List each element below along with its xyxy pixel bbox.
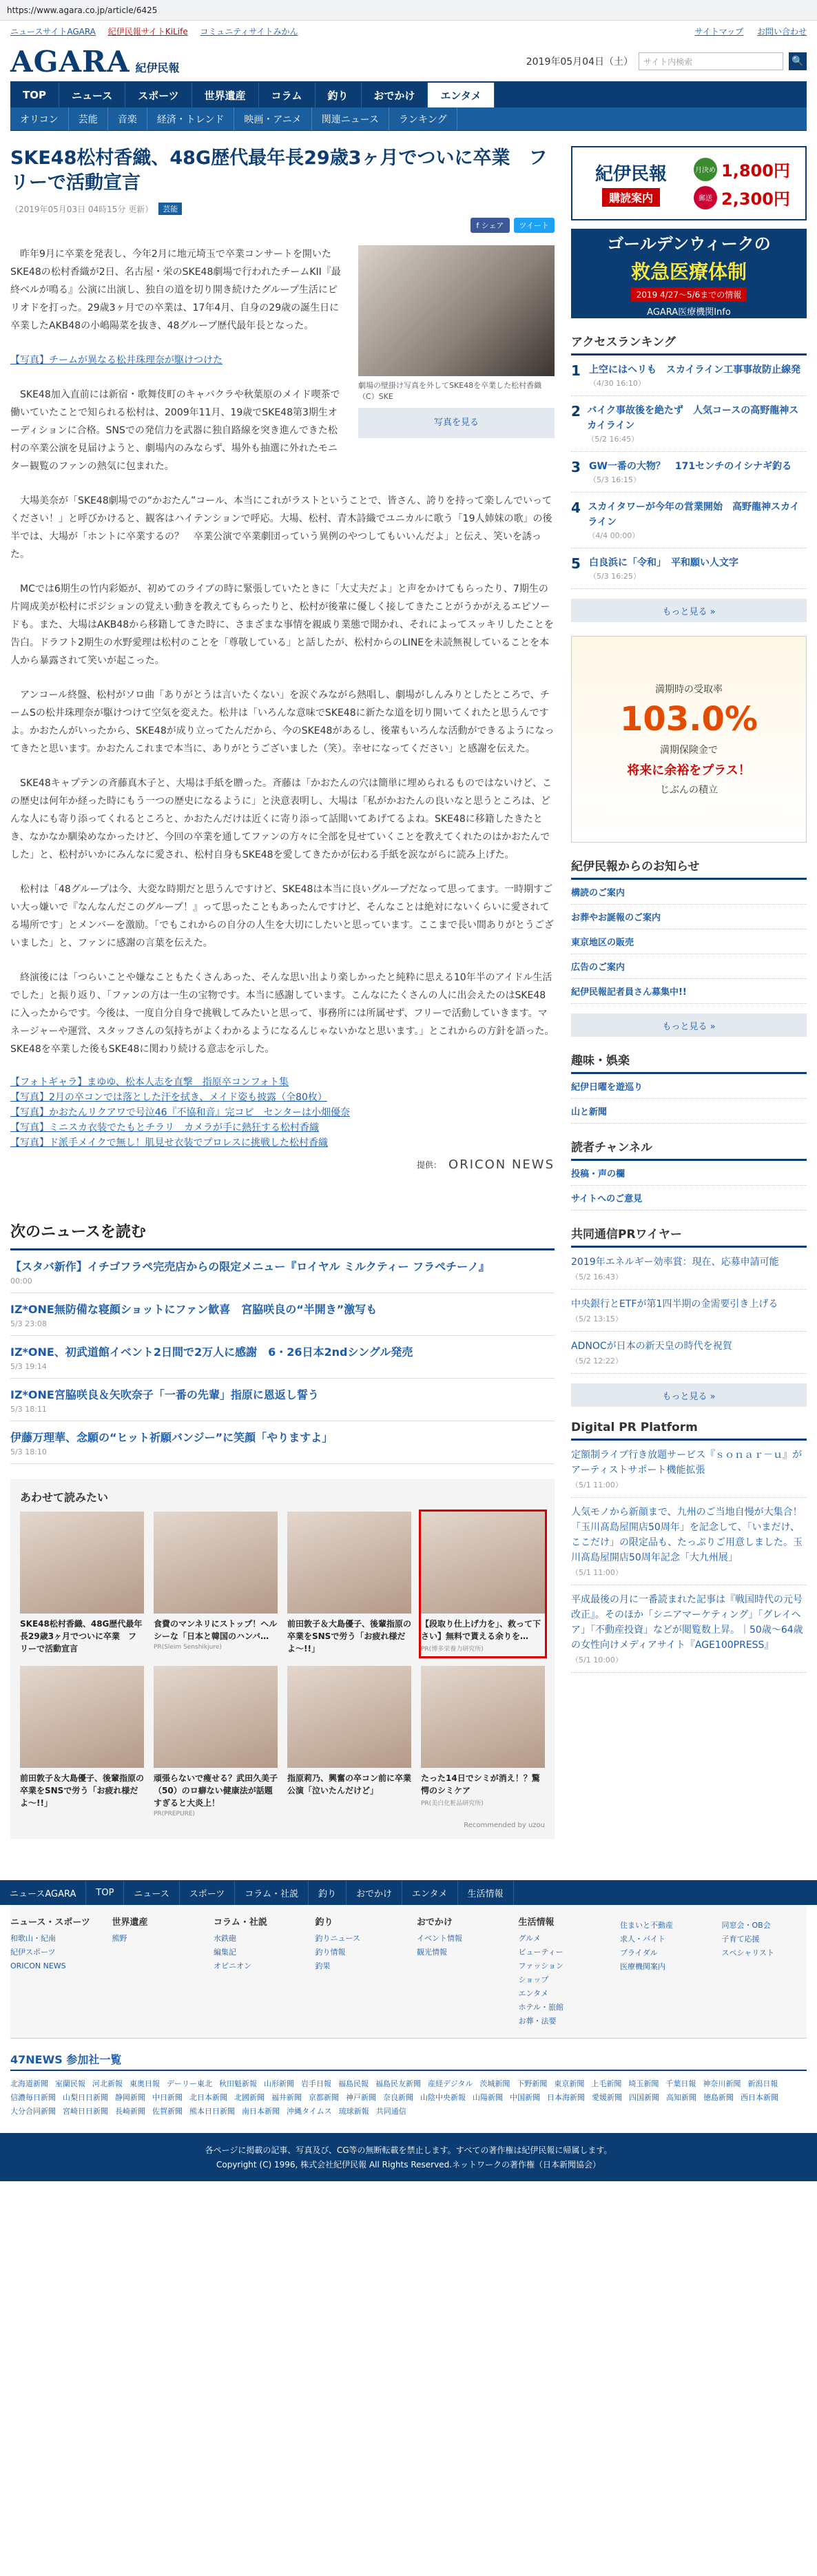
pr-title[interactable]: 人気モノから新顔まで、九州のご当地自慢が大集合！「玉川髙島屋開店50周年」を記念して、「いまだけ、ここだけ」の限定品も、たっぷりご用意しました。玉川髙島屋開店50周年記念「大九州展」 [571, 1507, 803, 1563]
search-icon[interactable]: 🔍 [789, 52, 807, 70]
pr-date: （5/1 10:00） [571, 1656, 623, 1665]
pr-title[interactable]: 2019年エネルギー効率賞：現在、応募申請可能 [571, 1257, 779, 1268]
pr-date: （5/1 11:00） [571, 1481, 623, 1490]
news47-link[interactable]: 下野新聞 [517, 2079, 548, 2088]
footer-link[interactable]: ORICON NEWS [10, 1961, 66, 1970]
ranking-item[interactable] [571, 396, 807, 452]
pr-item[interactable] [571, 1441, 807, 1498]
footer-link[interactable]: ファッション [518, 1961, 564, 1970]
footer-nav-item[interactable]: 釣り [309, 1880, 347, 1905]
ranking-number: 2 [571, 403, 581, 420]
news47-list [10, 2071, 807, 2123]
ranking-number: 4 [571, 499, 581, 516]
subnav-item[interactable]: ランキング [389, 107, 457, 130]
insurance-ad[interactable] [571, 636, 807, 843]
card-image[interactable] [421, 1512, 545, 1614]
info-link[interactable]: 紀伊民報記者員さん募集中!! [571, 979, 807, 1004]
subnav-item[interactable]: 映画・アニメ [234, 107, 311, 130]
provider [10, 1157, 555, 1172]
related-link[interactable]: 【フォトギャラ】まゆゆ、松本人志を直撃 指原卒コンフォト集 [10, 1077, 289, 1088]
info-link[interactable]: 構読のご案内 [571, 880, 807, 905]
news47-link[interactable]: 静岡新聞 [115, 2093, 145, 2102]
toplink-kilife[interactable]: 紀伊民報サイトKiLife [107, 26, 188, 37]
card-title[interactable]: たった14日でシミが消え！？驚愕のシミケア [421, 1773, 540, 1795]
article-photo [358, 245, 555, 438]
card-image[interactable] [154, 1512, 278, 1614]
footer-link[interactable]: エンタメ [518, 1989, 549, 1998]
subnav-item[interactable]: 経済・トレンド [147, 107, 235, 130]
ranking-item[interactable] [571, 548, 807, 589]
related-links [10, 1075, 555, 1151]
ranking-date: （5/3 16:25） [589, 572, 641, 581]
next-news-date: 5/3 18:10 [10, 1447, 47, 1456]
also-read-heading: あわせて読みたい [20, 1491, 109, 1504]
ranking-title[interactable]: バイク事故後を絶たず 人気コースの高野龍神スカイライン [587, 405, 799, 431]
news47-link[interactable]: 琉球新報 [338, 2107, 369, 2116]
next-news-date: 5/3 23:08 [10, 1319, 47, 1328]
pr-item[interactable] [571, 1248, 807, 1290]
footer-column-heading[interactable]: 生活情報 [518, 1917, 555, 1928]
related-link[interactable]: 【写真】2月の卒コンでは落とした汗を拭き、メイド姿も披露（全80枚） [10, 1092, 327, 1103]
view-photos-button[interactable]: 写真を見る [358, 408, 555, 438]
ad1-label: 購読案内 [602, 188, 660, 207]
related-link[interactable]: 【写真】ド派手メイクで無し！肌見せ衣装でプロレスに挑戦した松村香織 [10, 1137, 329, 1148]
info-link[interactable]: 東京地区の販売 [571, 929, 807, 954]
nav-item[interactable]: 世界遺産 [192, 83, 259, 107]
ranking-date: （4/4 00:00） [588, 531, 640, 540]
pr-heading: 共同通信PRワイヤー [571, 1220, 807, 1248]
news47-link[interactable]: 沖縄タイムス [287, 2107, 332, 2116]
sidebar [571, 146, 807, 1839]
footer-link[interactable]: ブライダル [620, 1948, 658, 1957]
top-links [10, 21, 807, 41]
ranking-item[interactable] [571, 452, 807, 493]
ad1-m1: 月決め [694, 158, 717, 181]
footer-column-heading[interactable]: コラム・社説 [214, 1917, 267, 1928]
footer-link[interactable]: 住まいと不動産 [620, 1921, 673, 1930]
news47-link[interactable]: 北海道新聞 [10, 2079, 48, 2088]
ad2-d: AGARA医療機関Info [647, 307, 731, 318]
news47-link[interactable]: 愛媛新聞 [592, 2093, 622, 2102]
copyright-1: 各ページに掲載の記事、写真及び、CG等の無断転載を禁止します。すべての著作権は紀伊民報に帰属します。 [205, 2145, 612, 2155]
subnav-item[interactable]: 芸能 [69, 107, 108, 130]
card-title[interactable]: 指原莉乃、興奮の卒コン前に卒業公演「泣いたんだけど」 [287, 1773, 412, 1795]
news47-link[interactable]: 秋田魁新報 [219, 2079, 257, 2088]
info-link[interactable]: お葬やお誕報のご案内 [571, 905, 807, 929]
also-read-card[interactable] [154, 1666, 278, 1817]
ranking-title[interactable]: 上空にはヘリも スカイライン工事事故防止線発 [589, 364, 801, 375]
next-news-list [10, 1250, 555, 1464]
ad1-m2: 郵送 [694, 186, 717, 209]
ranking-number: 5 [571, 555, 581, 572]
news47-heading[interactable]: 47NEWS 参加社一覧 [10, 2051, 807, 2071]
also-read-card[interactable] [421, 1666, 545, 1817]
news47-link[interactable]: 上毛新聞 [591, 2079, 622, 2088]
emergency-medical-ad[interactable] [571, 229, 807, 318]
hobby-link[interactable]: 山と新聞 [571, 1099, 807, 1124]
also-read [10, 1479, 555, 1839]
next-news-title[interactable]: IZ*ONE宮脇咲良＆矢吹奈子「一番の先輩」指原に恩返し誓う [10, 1388, 319, 1401]
pr-item[interactable] [571, 1585, 807, 1673]
pr-title[interactable]: 平成最後の月に一番読まれた記事は『戦国時代の元号改正』。そのほか「シニアマーケティング」「グレイヘア」「不動産投資」などが閲覧数上昇。｜50歳～64歳の女性向けメディアサイト『AGE100PRESS』 [571, 1594, 803, 1651]
paragraph: 大場美奈が「SKE48劇場での“かおたん”コール、本当にこれがラストということで、皆さん、誇りを持って楽しんでいってください！」と呼びかけると、観客はハイテンションで呼応。大場、松村、青木詩織でユニカルに歌う「19人姉妹の歌」の後半では、大場が「ホントに卒業するの？ 卒業公演で卒業劇団っていう異例のやつしてもいいんだよ」と伝え、笑いを誘った。 [10, 495, 552, 560]
news47-link[interactable]: 東京新聞 [554, 2079, 585, 2088]
article-title: SKE48松村香織、48G歴代最年長29歳3ヶ月でついに卒業 フリーで活動宣言 [10, 147, 548, 194]
nav-item[interactable]: TOP [10, 83, 59, 107]
toplink-sitemap[interactable]: サイトマップ [694, 26, 744, 37]
recommended-by: Recommended by uzou [464, 1822, 545, 1829]
footer-link[interactable]: 和歌山・紀南 [10, 1934, 56, 1943]
pr-title[interactable]: 中央銀行とETFが第1四半期の金需要引き上げる [571, 1299, 778, 1310]
ad3-s: 満期保険金で [660, 745, 718, 756]
news47-link[interactable]: デーリー東北 [167, 2079, 212, 2088]
pr-date: （5/2 13:15） [571, 1315, 623, 1323]
ad2-a: ゴールデンウィークの [607, 234, 771, 254]
nav-item[interactable]: コラム [259, 83, 316, 107]
news47-link[interactable]: 産経デジタル [428, 2079, 473, 2088]
footer-link[interactable]: ホテル・旅館 [518, 2003, 563, 2012]
paragraph: SKE48キャプテンの斉藤真木子と、大場は手紙を贈った。斉藤は「かおたんの穴は簡単に埋められるものではないけど、この歴史は何年か経った時にもう一つの歴史になるように」と決意表明し、大場は「私がかおたんの良いなと思うところは、どんな人にも寄り添ってくれるところと、かおたんだけは近くに寄り添って話聞いてあげてるよね。SKE48に移籍したきたとき、なかなか馴染めなかったけど、今回の卒業を通してファンの方々に全部を見せていくことを教えてくれたのはかおたんでした」と、松村がいかにみんなに愛され、松村自身もSKE48を愛してきたかが伝わる手紙を涙ながらに読み上げた。 [10, 778, 552, 861]
footer-link[interactable]: 観光情報 [417, 1948, 447, 1957]
main-nav [10, 83, 807, 107]
next-news-title[interactable]: IZ*ONE、初武道館イベント2日間で2万人に感謝 6・26日本2ndシングル発売 [10, 1346, 413, 1359]
news47-link[interactable]: 佐賀新聞 [152, 2107, 183, 2116]
subnav-item[interactable]: 関連ニュース [312, 107, 389, 130]
footer-column [214, 1915, 299, 2028]
news47-link[interactable]: 宮崎日日新聞 [63, 2107, 108, 2116]
news47-link[interactable]: 熊本日日新聞 [189, 2107, 235, 2116]
footer-column [112, 1915, 198, 2028]
card-title[interactable]: 前田敦子＆大島優子、後輩指原の卒業をSNSで労う「お疲れ様だよ～!!」 [20, 1773, 145, 1808]
news47-link[interactable]: 北日本新聞 [189, 2093, 227, 2102]
sub-nav [10, 107, 807, 131]
ranking-number: 3 [571, 459, 581, 475]
footer-link[interactable]: オピニオン [214, 1961, 251, 1970]
footer-link[interactable]: イベント情報 [417, 1934, 462, 1943]
card-title[interactable]: 頑張らないで痩せる？武田久美子（50）のロ癖ない健康法が話題すぎると大炎上！ [154, 1773, 278, 1808]
address-bar[interactable] [0, 0, 817, 21]
subnav-item[interactable]: 音楽 [108, 107, 147, 130]
facebook-share-button[interactable]: f シェア [470, 218, 509, 233]
also-read-card[interactable] [20, 1512, 144, 1656]
footer-nav-item[interactable]: TOP [86, 1880, 124, 1905]
footer-nav-item[interactable]: ニュースAGARA [0, 1880, 86, 1905]
ranking-number: 1 [571, 362, 581, 379]
pr-item[interactable] [571, 1290, 807, 1332]
article-body [10, 245, 555, 1058]
news47-link[interactable]: 神戸新聞 [346, 2093, 376, 2102]
footer-link[interactable]: 釣りニュース [315, 1934, 360, 1943]
toplink-contact[interactable]: お問い合わせ [756, 26, 807, 37]
news47-link[interactable]: 京都新聞 [309, 2093, 339, 2102]
paragraph: 松村は「48グループは今、大変な時期だと思うんですけど、SKE48は本当に良いグループだなって思ってます。一時期すごい大っ嫌いで『なんなんだこのグループ！』って思ったこともあったんですけど、そんなことは絶対にないくらいに愛されてる場所です」とメンバーを激励。「でもこれからの自分の人生を大切にしたいと思っています。ここまで長い間ありがとうございました」と、ファンに感謝の言葉を伝えた。 [10, 884, 554, 949]
reader-list [571, 1161, 807, 1210]
footer-link[interactable]: 水鉄砲 [214, 1934, 236, 1943]
footer-column [519, 1915, 604, 2028]
card-image[interactable] [20, 1512, 144, 1614]
card-title[interactable]: SKE48松村香織、48G歴代最年長29歳3ヶ月でついに卒業 フリーで活動宣言 [20, 1619, 143, 1653]
news47-link[interactable]: 河北新報 [92, 2079, 123, 2088]
news47-link[interactable]: 福島民友新聞 [375, 2079, 421, 2088]
card-title[interactable]: 前田敦子＆大島優子、後輩指原の卒業をSNSで労う「お疲れ様だよ～!!」 [287, 1619, 412, 1653]
also-read-card[interactable] [20, 1666, 144, 1817]
site-logo[interactable] [10, 45, 180, 79]
pr-more-button[interactable]: もっと見る » [571, 1383, 807, 1407]
footer-column [417, 1915, 502, 2028]
ad1-p1: 1,800円 [721, 161, 790, 181]
subnav-item[interactable]: オリコン [10, 107, 69, 130]
news47-link[interactable]: 福島民報 [338, 2079, 369, 2088]
news47-link[interactable]: 四国新聞 [629, 2093, 659, 2102]
card-image[interactable] [287, 1666, 411, 1768]
pr-title[interactable]: 定額制ライブ行き放題サービス『ｓｏｎａｒ－ｕ』がアーティストサポート機能拡張 [571, 1450, 803, 1476]
news47-link[interactable]: 中国新聞 [510, 2093, 540, 2102]
news47-link[interactable]: 山陽新聞 [473, 2093, 503, 2102]
news47-link[interactable]: 新潟日報 [747, 2079, 778, 2088]
ad3-pct: 103.0% [620, 700, 758, 739]
footer-link[interactable]: ショップ [518, 1975, 549, 1984]
paragraph: SKE48加入直前には新宿・歌舞伎町のキャバクラや秋葉原のメイド喫茶で働いていたことで知られる松村は、2009年11月、19歳でSKE48第3期生オーディションに合格。SNSでの発信力を武器に独自路線を突き進んできた松村の卒業公演を見届けようと、劇場内のみならず、場外も抽選に外れたモニター観覧のファンの熱気に包まれた。 [10, 389, 340, 472]
ad2-b: 救急医療体制 [630, 260, 747, 283]
news47-link[interactable]: 埼玉新聞 [628, 2079, 659, 2088]
footer-column [620, 1915, 705, 2028]
photo-caption: 劇場の壁掛け写真を外してSKE48を卒業した松村香織（C）SKE [358, 381, 542, 401]
news47-link[interactable]: 福井新聞 [271, 2093, 302, 2102]
logo-text: AGARA [10, 44, 130, 79]
pr-title[interactable]: ADNOCが日本の新天皇の時代を祝賀 [571, 1341, 732, 1352]
news47-link[interactable]: 西日本新聞 [741, 2093, 778, 2102]
footer-nav-item[interactable]: ニュース [124, 1880, 179, 1905]
footer-link[interactable]: 子育て応援 [721, 1935, 760, 1944]
card-title[interactable]: 食費のマンネリにストップ！ヘルシーな「日本と韓国のハンバ… [154, 1619, 278, 1641]
next-news-date: 5/3 19:14 [10, 1362, 47, 1371]
footer-link[interactable]: 医療機関案内 [620, 1962, 665, 1971]
card-image[interactable] [154, 1666, 278, 1768]
info-link[interactable]: 広告のご案内 [571, 954, 807, 979]
next-news-item[interactable] [10, 1336, 555, 1379]
reader-heading: 読者チャンネル [571, 1133, 807, 1161]
toplink-agara[interactable]: ニュースサイトAGARA [10, 26, 96, 37]
provider-label: 提供： [417, 1160, 442, 1170]
hobby-list [571, 1074, 807, 1124]
main-column [10, 146, 555, 1839]
ranking-title[interactable]: 白良浜に「令和」 平和願い人文字 [589, 557, 738, 568]
news47-link[interactable]: 室蘭民報 [55, 2079, 85, 2088]
footer-column [10, 1915, 96, 2028]
news47-link[interactable]: 山形新聞 [264, 2079, 294, 2088]
also-read-card[interactable] [287, 1666, 411, 1817]
news47-link[interactable]: 北國新聞 [234, 2093, 265, 2102]
footer-nav-item[interactable]: コラム・社説 [235, 1880, 309, 1905]
footer-column [722, 1915, 807, 2028]
paragraph: MCでは6期生の竹内彩姫が、初めてのライブの時に緊張していたときに「大丈夫だよ」と声をかけてもらったり、7期生の片岡成美が松村にポジションの覚えい動きを教えてもらったりと、松村が後輩に優しく接してきたことがうかがえるエピソードも。また、大場はAKB48から移籍してきた時に、さまざまな事情を親戚り業態で聞かれ、それによってスッキリしたことを告白。ドラフト2期生の水野愛理は松村のことを「尊敬している」と話したが、松村からのLINEを未読無視していることを本人から暴露されて笑いが起こった。 [10, 584, 554, 666]
dpr-heading: Digital PR Platform [571, 1416, 807, 1441]
site-header [10, 41, 807, 83]
article-date: （2019年05月03日 04時15分 更新） [10, 204, 154, 214]
info-more-button[interactable]: もっと見る » [571, 1013, 807, 1037]
article-image[interactable] [358, 245, 555, 376]
next-news-date: 00:00 [10, 1277, 32, 1286]
news47-link[interactable]: 岩手日報 [301, 2079, 331, 2088]
footer-nav-item[interactable]: おでかけ [347, 1880, 402, 1905]
nav-item[interactable]: おでかけ [362, 83, 428, 107]
toplink-mikan[interactable]: コミュニティサイトみかん [200, 26, 298, 37]
pr-date: （5/1 11:00） [571, 1568, 623, 1577]
news47-link[interactable]: 南日本新聞 [242, 2107, 280, 2116]
related-link[interactable]: 【写真】かおたんリクアワで号泣46『不協和音』完コピ センターは小畑優奈 [10, 1107, 350, 1118]
ad3-h: 満期時の受取率 [655, 684, 723, 695]
hobby-link[interactable]: 紀伊日曜を遊巡り [571, 1074, 807, 1099]
footer-nav [0, 1880, 817, 1905]
next-news-title[interactable]: 伊藤万理華、念願の“ヒット祈願バンジー”に笑顔「やりますよ」 [10, 1431, 333, 1444]
search-input[interactable]: サイト内検索 [639, 52, 783, 70]
related-link[interactable]: 【写真】ミニスカ衣装でたもとチラリ カメラが手に熱狂する松村香織 [10, 1122, 319, 1133]
url-text: https://www.agara.co.jp/article/6425 [7, 5, 158, 15]
ad3-s2: 将来に余裕をプラス！ [627, 763, 751, 778]
card-source: PR(PREPURE) [154, 1811, 196, 1817]
paragraph: 終演後には「つらいことや嫌なこともたくさんあった、そんな思い出より楽しかったと純粋に思える10年半のアイドル生活でした」と振り返り、「ファンの方は一生の宝物です。本当に感謝しています。こんなにたくさんの人に出会えたのはSKE48に入ったからです。今後は、一度自分自身で挑戦してみたいと思って、事務所には所属せず、フリーで活動していきます。マネージャーや運営、スタッフさんの気持ちがよくわかるようになるんじゃないかなと思います。」とこれからの方針を語った。SKE48を卒業した後もSKE48に関わり続ける意志を示した。 [10, 972, 555, 1055]
footer-link[interactable]: スペシャリスト [721, 1948, 775, 1957]
tweet-button[interactable]: ツイート [514, 218, 555, 233]
news47-link[interactable]: 千葉日報 [665, 2079, 696, 2088]
info-heading: 紀伊民報からのお知らせ [571, 852, 807, 880]
footer-nav-item[interactable]: エンタメ [402, 1880, 457, 1905]
ad1-p2: 2,300円 [721, 189, 790, 209]
ranking-date: （5/2 16:45） [587, 435, 639, 444]
card-source: PR(美白化粧品研究所) [421, 1800, 484, 1807]
footer-column-heading[interactable]: 釣り [315, 1917, 333, 1928]
footer-columns [10, 1905, 807, 2039]
header-date: 2019年05月04日（土） [526, 56, 633, 68]
card-image[interactable] [421, 1666, 545, 1768]
nav-item[interactable]: 釣り [316, 83, 362, 107]
next-news-date: 5/3 18:11 [10, 1405, 47, 1414]
footer-link[interactable]: 紀伊スポーツ [10, 1948, 56, 1957]
news47-link[interactable]: 神奈川新聞 [703, 2079, 741, 2088]
nav-item[interactable]: エンタメ [428, 83, 494, 107]
ranking-list [571, 356, 807, 589]
next-news-item[interactable] [10, 1379, 555, 1421]
also-read-card[interactable] [287, 1512, 411, 1656]
news47-link[interactable]: 大分合同新聞 [10, 2107, 56, 2116]
dpr-list [571, 1441, 807, 1673]
footer-link[interactable]: ビューティー [518, 1948, 563, 1957]
news47-link[interactable]: 日本海新聞 [547, 2093, 585, 2102]
footer-link[interactable]: 編集記 [214, 1948, 236, 1957]
category-badge[interactable]: 芸能 [158, 203, 182, 215]
ranking-date: （5/3 16:15） [589, 475, 641, 484]
footer-column [316, 1915, 401, 2028]
footer-link[interactable]: 釣果 [315, 1961, 331, 1970]
logo-sub: 紀伊民報 [135, 61, 180, 74]
footer-link[interactable]: 熊野 [112, 1934, 127, 1943]
news47-link[interactable]: 山陰中央新報 [420, 2093, 466, 2102]
pr-date: （5/2 16:43） [571, 1272, 623, 1281]
news47-link[interactable]: 山梨日日新聞 [63, 2093, 108, 2102]
next-news-item[interactable] [10, 1250, 555, 1293]
footer-link[interactable]: 釣り情報 [315, 1948, 346, 1957]
copyright-2: Copyright (C) 1996, 株式会社紀伊民報 All Rights Reserved.ネットワークの著作権（日本新聞協会） [216, 2160, 601, 2170]
footer-column-heading[interactable]: おでかけ [417, 1917, 453, 1928]
next-news-item[interactable] [10, 1421, 555, 1464]
paragraph: アンコール終盤、松村がソロ曲「ありがとうは言いたくない」を涙ぐみながら熱唱し、劇場がしんみりとしたところで、チームSの松井珠理奈が駆けつけて空気を変えた。松井は「いろんな意味でSKE48に新たな道を切り開いてくれたと思うんですよ。かおたんがいったから、SKE48が成り立ってたんだから、今のSKE48があるし、後輩もいろんな活動ができるようになってきたと思います。かおたんこれまで本当に、ありがとうございました（笑）。幸せになってください」と感謝を伝えた。 [10, 690, 555, 754]
news47-link[interactable]: 長崎新聞 [115, 2107, 145, 2116]
also-read-card[interactable] [421, 1512, 545, 1656]
ad1-name: 紀伊民報 [594, 164, 667, 185]
paragraph: 昨年9月に卒業を発表し、今年2月に地元埼玉で卒業コンサートを開いたSKE48の松村香織が2日、名古屋・栄のSKE48劇場で行われたチームKII『最終ベルが鳴る』公演に出演し、独自の道を切り開き続けたグループ生活にピリオドを打った。29歳3ヶ月での卒業は、17年4月、自身の29歳の誕生日に卒業したAKB48の小嶋陽菜を抜き、48グループ歴代最年長となった。 [10, 249, 341, 331]
news47-link[interactable]: 信濃毎日新聞 [10, 2093, 56, 2102]
footer-nav-item[interactable]: スポーツ [180, 1880, 235, 1905]
news47-link[interactable]: 高知新聞 [666, 2093, 696, 2102]
ranking-more-button[interactable]: もっと見る » [571, 599, 807, 622]
footer-link[interactable]: お葬・法要 [518, 2017, 557, 2026]
pr-date: （5/2 12:22） [571, 1357, 623, 1366]
footer-link[interactable]: 同窓会・OB会 [721, 1921, 771, 1930]
next-news-title[interactable]: 【スタバ新作】イチゴフラペ完売店からの限定メニュー『ロイヤル ミルクティー フラペチーノ』 [10, 1260, 490, 1273]
next-news-heading: 次のニュースを読む [10, 1220, 555, 1250]
card-source: PR(博多栄養力研究所) [421, 1646, 484, 1653]
card-image[interactable] [287, 1512, 411, 1614]
oricon-logo[interactable]: ORICON NEWS [448, 1157, 555, 1172]
footer-link[interactable]: グルメ [518, 1934, 541, 1943]
card-source: PR(Sleim Senshikjure) [154, 1644, 222, 1651]
ranking-item[interactable] [571, 356, 807, 396]
subscription-ad[interactable] [571, 146, 807, 220]
also-read-card[interactable] [154, 1512, 278, 1656]
ad3-brand: じぶんの積立 [660, 785, 718, 796]
reader-link[interactable]: サイトへのご意見 [571, 1186, 807, 1210]
ranking-item[interactable] [571, 493, 807, 548]
news47-link[interactable]: 共同通信 [375, 2107, 406, 2116]
ranking-heading: アクセスランキング [571, 328, 807, 356]
news47-link[interactable]: 徳島新聞 [703, 2093, 734, 2102]
reader-link[interactable]: 投稿・声の欄 [571, 1161, 807, 1186]
footer-nav-item[interactable]: 生活情報 [458, 1880, 514, 1905]
footer-column-heading[interactable]: 世界遺産 [112, 1917, 148, 1928]
ad2-c: 2019 4/27〜5/6までの情報 [631, 287, 747, 302]
news47-link[interactable]: 東奥日報 [130, 2079, 160, 2088]
hobby-heading: 趣味・娯楽 [571, 1047, 807, 1074]
pr-list [571, 1248, 807, 1374]
pr-item[interactable] [571, 1498, 807, 1585]
footer-column-heading[interactable]: ニュース・スポーツ [10, 1917, 90, 1928]
inline-photo-link[interactable]: 【写真】チームが異なる松井珠理奈が駆けつけた [10, 355, 223, 366]
footer-link[interactable]: 求人・バイト [620, 1935, 665, 1944]
news47-link[interactable]: 奈良新聞 [383, 2093, 413, 2102]
pr-item[interactable] [571, 1332, 807, 1374]
next-news-title[interactable]: IZ*ONE無防備な寝顔ショットにファン歓喜 宮脇咲良の“半開き”激写も [10, 1303, 378, 1316]
next-news-item[interactable] [10, 1293, 555, 1336]
info-list [571, 880, 807, 1004]
news47-link[interactable]: 茨城新聞 [479, 2079, 510, 2088]
copyright [0, 2133, 817, 2181]
nav-item[interactable]: スポーツ [125, 83, 192, 107]
ranking-title[interactable]: スカイタワーが今年の営業開始 高野龍神スカイライン [588, 502, 800, 528]
ranking-title[interactable]: GW一番の大物？ 171センチのイシナギ釣る [589, 461, 792, 472]
nav-item[interactable]: ニュース [59, 83, 125, 107]
card-image[interactable] [20, 1666, 144, 1768]
ranking-date: （4/30 16:10） [589, 379, 645, 388]
card-title[interactable]: 【段取り仕上げ力を」、救って下さい】無料で貰える余りを… [421, 1619, 541, 1641]
news47-link[interactable]: 中日新聞 [152, 2093, 183, 2102]
